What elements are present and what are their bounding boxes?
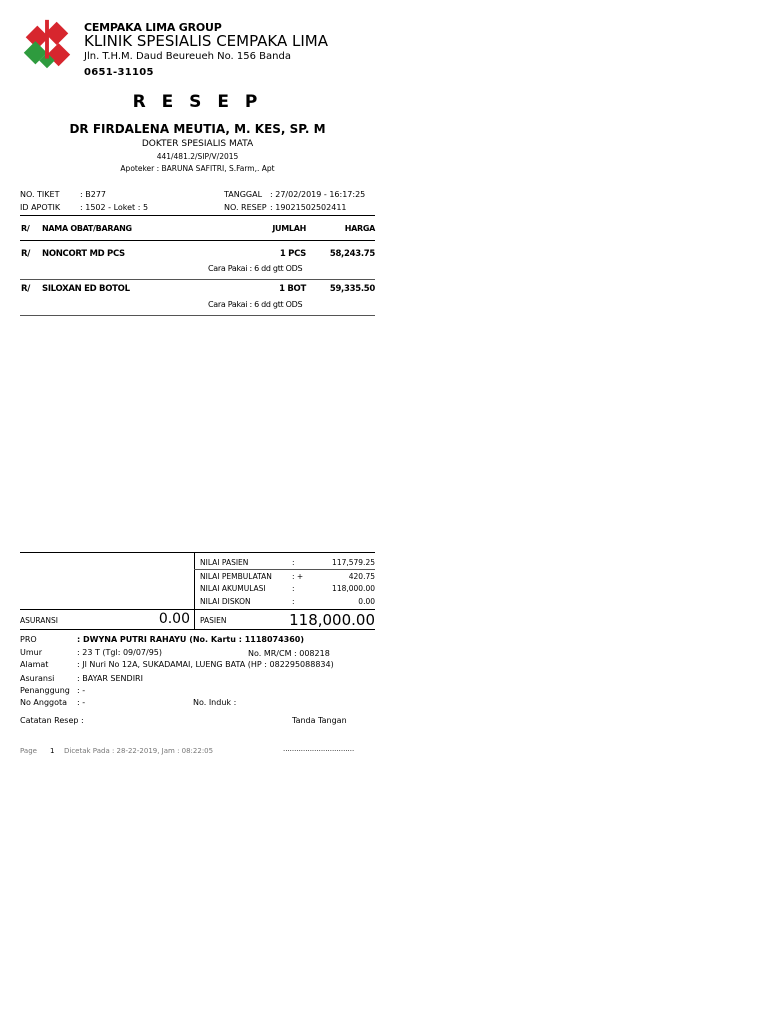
- divider: [20, 240, 375, 241]
- summary-value: 117,579.25: [332, 558, 375, 567]
- doctor-name: DR FIRDALENA MEUTIA, M. KES, SP. M: [69, 122, 326, 136]
- printed-date: Dicetak Pada : 28-22-2019, Jam : 08:22:05: [64, 747, 214, 755]
- group-name: CEMPAKA LIMA GROUP: [84, 21, 222, 34]
- summary-label: NILAI PEMBULATAN: [200, 572, 272, 581]
- summary-label: NILAI AKUMULASI: [200, 584, 266, 593]
- item-qty: 1 PCS: [279, 249, 306, 259]
- divider: [20, 315, 375, 316]
- pasien-total: 118,000.00: [289, 611, 375, 629]
- clinic-phone: 0651-31105: [84, 67, 154, 78]
- col-jumlah: JUMLAH: [272, 224, 306, 233]
- tanggal-label: TANGGAL: [224, 190, 263, 199]
- item-name: SILOXAN ED BOTOL: [42, 284, 130, 294]
- item-price: 58,243.75: [329, 249, 375, 259]
- pasien-label: PASIEN: [200, 616, 227, 625]
- alamat-value: : Jl Nuri No 12A, SUKADAMAI, LUENG BATA (HP : 082295088834): [77, 660, 334, 669]
- tanggal-value: : 27/02/2019 - 16:17:25: [270, 190, 366, 199]
- induk-label: No. Induk :: [193, 698, 237, 707]
- tanda-tangan-label: Tanda Tangan: [292, 716, 347, 725]
- item-qty: 1 BOT: [279, 284, 306, 294]
- clinic-address: Jln. T.H.M. Daud Beureueh No. 156 Banda: [84, 51, 291, 62]
- id-apotik-label: ID APOTIK: [20, 203, 61, 212]
- summary-sep: :: [292, 584, 295, 593]
- item-cara-pakai: Cara Pakai : 6 dd gtt ODS: [208, 264, 303, 273]
- summary-sep: : +: [292, 572, 304, 581]
- pro-label: PRO: [20, 635, 37, 644]
- summary-label: NILAI DISKON: [200, 597, 251, 606]
- asuransi-value: 0.00: [158, 611, 190, 627]
- no-tiket-value: : B277: [80, 190, 106, 199]
- page-label: Page: [20, 747, 37, 755]
- no-tiket-label: NO. TIKET: [20, 190, 60, 199]
- alamat-label: Alamat: [20, 660, 49, 669]
- item-r: R/: [21, 249, 31, 259]
- col-r: R/: [21, 224, 30, 233]
- id-apotik-value: : 1502 - Loket : 5: [80, 203, 149, 212]
- mrcm: No. MR/CM : 008218: [248, 649, 330, 658]
- col-nama: NAMA OBAT/BARANG: [42, 224, 132, 233]
- asuransi-label: Asuransi: [20, 674, 55, 683]
- col-harga: HARGA: [344, 224, 375, 233]
- umur-value: : 23 T (Tgl: 09/07/95): [77, 648, 162, 657]
- signature-line: ................................: [283, 745, 355, 753]
- divider: [194, 609, 195, 629]
- summary-label: NILAI PASIEN: [200, 558, 249, 567]
- divider: [194, 569, 375, 570]
- summary-left-box: [20, 552, 195, 609]
- divider: [20, 279, 375, 280]
- item-name: NONCORT MD PCS: [42, 249, 125, 259]
- umur-label: Umur: [20, 648, 43, 657]
- anggota-label: No Anggota: [20, 698, 68, 707]
- item-cara-pakai: Cara Pakai : 6 dd gtt ODS: [208, 300, 303, 309]
- summary-sep: :: [292, 558, 295, 567]
- pro-value: : DWYNA PUTRI RAHAYU (No. Kartu : 1118074360): [77, 635, 305, 644]
- anggota-value: : -: [77, 698, 86, 707]
- summary-value: 420.75: [348, 572, 375, 581]
- summary-sep: :: [292, 597, 295, 606]
- item-price: 59,335.50: [329, 284, 375, 294]
- penanggung-label: Penanggung: [20, 686, 70, 695]
- catatan-label: Catatan Resep :: [20, 716, 84, 725]
- item-r: R/: [21, 284, 31, 294]
- no-resep-label: NO. RESEP: [224, 203, 267, 212]
- page-number: 1: [50, 747, 55, 755]
- summary-value: 118,000.00: [332, 584, 375, 593]
- summary-value: 0.00: [358, 597, 375, 606]
- doctor-specialty: DOKTER SPESIALIS MATA: [141, 139, 254, 149]
- page-title: R E S E P: [132, 92, 263, 112]
- doctor-sip: 441/481.2/SIP/V/2015: [156, 152, 239, 161]
- divider: [20, 215, 375, 216]
- divider: [20, 629, 375, 630]
- apoteker: Apoteker : BARUNA SAFITRI, S.Farm,. Apt: [120, 164, 275, 173]
- divider: [20, 609, 375, 610]
- asuransi-value: : BAYAR SENDIRI: [77, 674, 143, 683]
- penanggung-value: : -: [77, 686, 86, 695]
- clinic-name: KLINIK SPESIALIS CEMPAKA LIMA: [84, 32, 329, 50]
- asuransi-label: ASURANSI: [20, 616, 59, 625]
- no-resep-value: : 19021502502411: [270, 203, 347, 212]
- cempaka-lima-logo-icon: [18, 16, 76, 74]
